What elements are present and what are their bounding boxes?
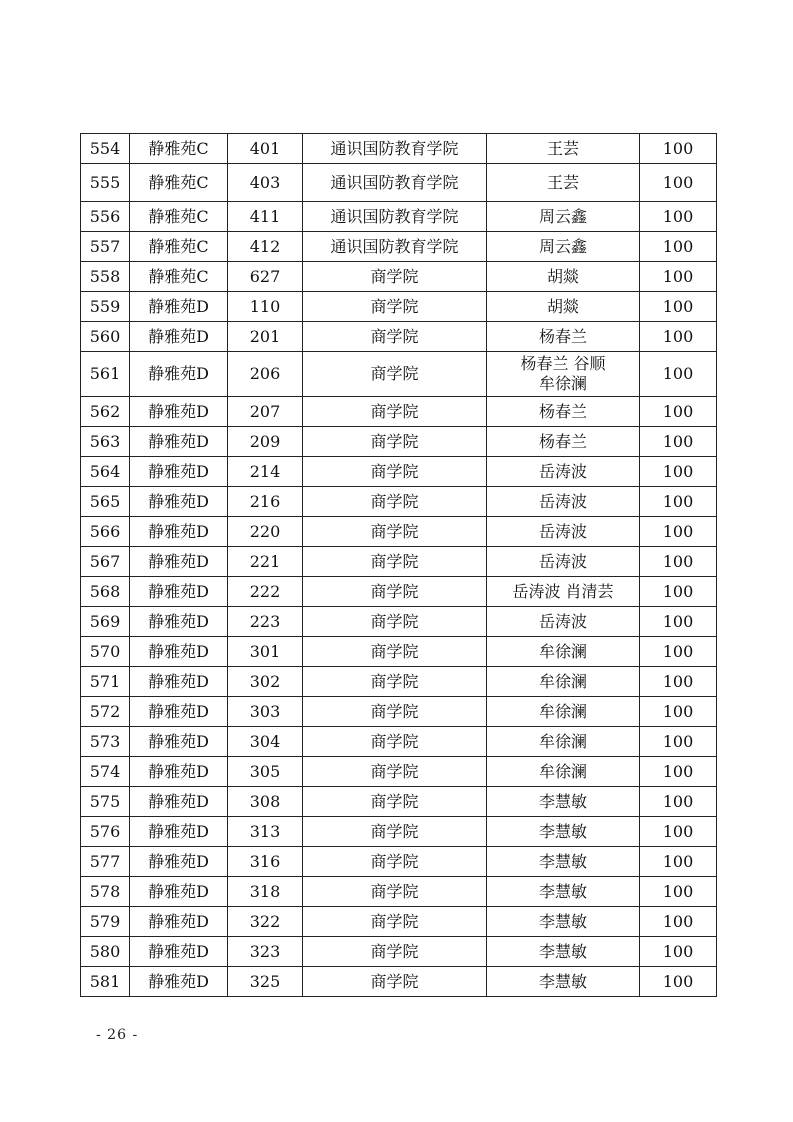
score-cell: 100: [640, 487, 717, 517]
score-cell: 100: [640, 727, 717, 757]
room-cell: 308: [228, 787, 303, 817]
table-row: [81, 487, 717, 517]
table-row: [81, 577, 717, 607]
college-cell: 商学院: [303, 427, 487, 457]
names-cell: [487, 667, 640, 697]
name-line: 牟徐澜: [538, 731, 587, 751]
name-line: 李慧敏: [538, 851, 587, 871]
names-cell: [487, 457, 640, 487]
room-cell: 303: [228, 697, 303, 727]
names-cell: [487, 322, 640, 352]
room-cell: 412: [228, 232, 303, 262]
row-number-cell: 566: [81, 517, 130, 547]
names-cell: [487, 547, 640, 577]
row-number-cell: 581: [81, 967, 130, 997]
college-cell: 商学院: [303, 937, 487, 967]
building-cell: 静雅苑D: [130, 547, 228, 577]
room-cell: 209: [228, 427, 303, 457]
name-line: 李慧敏: [538, 881, 587, 901]
table-row: [81, 607, 717, 637]
row-number-cell: 554: [81, 134, 130, 164]
dormitory-score-table: [80, 133, 717, 997]
names-cell: [487, 607, 640, 637]
college-cell: 商学院: [303, 262, 487, 292]
score-cell: 100: [640, 817, 717, 847]
names-cell: [487, 427, 640, 457]
score-cell: 100: [640, 787, 717, 817]
building-cell: 静雅苑D: [130, 907, 228, 937]
table-row: [81, 202, 717, 232]
row-number-cell: 556: [81, 202, 130, 232]
names-cell: [487, 907, 640, 937]
college-cell: 通识国防教育学院: [303, 232, 487, 262]
building-cell: 静雅苑D: [130, 817, 228, 847]
room-cell: 207: [228, 397, 303, 427]
room-cell: 322: [228, 907, 303, 937]
row-number-cell: 577: [81, 847, 130, 877]
row-number-cell: 558: [81, 262, 130, 292]
college-cell: 商学院: [303, 847, 487, 877]
table-row: [81, 967, 717, 997]
college-cell: 商学院: [303, 757, 487, 787]
name-line: 李慧敏: [538, 821, 587, 841]
names-cell: [487, 292, 640, 322]
score-cell: 100: [640, 907, 717, 937]
table-row: [81, 232, 717, 262]
names-cell: [487, 637, 640, 667]
names-cell: [487, 817, 640, 847]
college-cell: 商学院: [303, 967, 487, 997]
college-cell: 商学院: [303, 322, 487, 352]
table-row: [81, 397, 717, 427]
room-cell: 318: [228, 877, 303, 907]
name-line: 王芸: [546, 172, 579, 192]
table-row: [81, 352, 717, 397]
college-cell: 通识国防教育学院: [303, 164, 487, 202]
row-number-cell: 569: [81, 607, 130, 637]
building-cell: 静雅苑D: [130, 667, 228, 697]
room-cell: 222: [228, 577, 303, 607]
names-cell: [487, 697, 640, 727]
college-cell: 商学院: [303, 877, 487, 907]
score-cell: 100: [640, 202, 717, 232]
row-number-cell: 568: [81, 577, 130, 607]
table-row: [81, 907, 717, 937]
name-line: 牟徐澜: [538, 374, 587, 393]
table-row: [81, 667, 717, 697]
college-cell: 通识国防教育学院: [303, 134, 487, 164]
names-cell: [487, 937, 640, 967]
names-cell: [487, 847, 640, 877]
table-row: [81, 322, 717, 352]
college-cell: 商学院: [303, 607, 487, 637]
name-line: 李慧敏: [538, 971, 587, 991]
row-number-cell: 573: [81, 727, 130, 757]
names-cell: [487, 577, 640, 607]
name-line: 杨春兰: [538, 326, 587, 346]
room-cell: 201: [228, 322, 303, 352]
name-line: 李慧敏: [538, 941, 587, 961]
score-cell: 100: [640, 637, 717, 667]
name-line: 岳涛波: [538, 551, 587, 571]
college-cell: 商学院: [303, 667, 487, 697]
names-cell: [487, 877, 640, 907]
row-number-cell: 571: [81, 667, 130, 697]
name-line: 牟徐澜: [538, 701, 587, 721]
name-line: 周云鑫: [538, 236, 587, 256]
building-cell: 静雅苑D: [130, 967, 228, 997]
room-cell: 302: [228, 667, 303, 697]
college-cell: 商学院: [303, 457, 487, 487]
score-cell: 100: [640, 877, 717, 907]
table-row: [81, 697, 717, 727]
room-cell: 304: [228, 727, 303, 757]
college-cell: 商学院: [303, 487, 487, 517]
score-cell: 100: [640, 292, 717, 322]
name-line: 杨春兰: [538, 431, 587, 451]
score-cell: 100: [640, 697, 717, 727]
name-line: 李慧敏: [538, 791, 587, 811]
row-number-cell: 576: [81, 817, 130, 847]
name-line: 李慧敏: [538, 911, 587, 931]
table-row: [81, 787, 717, 817]
names-cell: [487, 487, 640, 517]
room-cell: 301: [228, 637, 303, 667]
room-cell: 401: [228, 134, 303, 164]
score-cell: 100: [640, 967, 717, 997]
row-number-cell: 561: [81, 352, 130, 397]
score-cell: 100: [640, 232, 717, 262]
table-row: [81, 164, 717, 202]
room-cell: 323: [228, 937, 303, 967]
building-cell: 静雅苑D: [130, 847, 228, 877]
building-cell: 静雅苑C: [130, 262, 228, 292]
score-cell: 100: [640, 847, 717, 877]
name-line: 岳涛波: [538, 491, 587, 511]
room-cell: 110: [228, 292, 303, 322]
room-cell: 411: [228, 202, 303, 232]
name-line: 岳涛波 肖清芸: [512, 581, 614, 601]
building-cell: 静雅苑D: [130, 397, 228, 427]
room-cell: 223: [228, 607, 303, 637]
building-cell: 静雅苑D: [130, 487, 228, 517]
building-cell: 静雅苑D: [130, 607, 228, 637]
room-cell: 220: [228, 517, 303, 547]
score-cell: 100: [640, 262, 717, 292]
name-line: 岳涛波: [538, 461, 587, 481]
table-row: [81, 457, 717, 487]
room-cell: 403: [228, 164, 303, 202]
table-row: [81, 547, 717, 577]
score-cell: 100: [640, 757, 717, 787]
college-cell: 商学院: [303, 817, 487, 847]
name-line: 王芸: [546, 138, 579, 158]
college-cell: 商学院: [303, 787, 487, 817]
building-cell: 静雅苑C: [130, 202, 228, 232]
names-cell: [487, 232, 640, 262]
row-number-cell: 555: [81, 164, 130, 202]
building-cell: 静雅苑D: [130, 637, 228, 667]
row-number-cell: 572: [81, 697, 130, 727]
college-cell: 商学院: [303, 637, 487, 667]
row-number-cell: 578: [81, 877, 130, 907]
score-cell: 100: [640, 397, 717, 427]
room-cell: 313: [228, 817, 303, 847]
building-cell: 静雅苑C: [130, 164, 228, 202]
building-cell: 静雅苑D: [130, 877, 228, 907]
names-cell: [487, 397, 640, 427]
table-row: [81, 517, 717, 547]
names-cell: [487, 202, 640, 232]
score-cell: 100: [640, 427, 717, 457]
names-cell: [487, 134, 640, 164]
names-cell: [487, 757, 640, 787]
score-cell: 100: [640, 547, 717, 577]
score-cell: 100: [640, 667, 717, 697]
name-line: 牟徐澜: [538, 761, 587, 781]
table-row: [81, 292, 717, 322]
row-number-cell: 559: [81, 292, 130, 322]
row-number-cell: 574: [81, 757, 130, 787]
row-number-cell: 567: [81, 547, 130, 577]
room-cell: 206: [228, 352, 303, 397]
building-cell: 静雅苑D: [130, 937, 228, 967]
room-cell: 216: [228, 487, 303, 517]
row-number-cell: 562: [81, 397, 130, 427]
name-line: 周云鑫: [538, 206, 587, 226]
table-row: [81, 877, 717, 907]
college-cell: 通识国防教育学院: [303, 202, 487, 232]
score-cell: 100: [640, 134, 717, 164]
row-number-cell: 560: [81, 322, 130, 352]
college-cell: 商学院: [303, 577, 487, 607]
row-number-cell: 557: [81, 232, 130, 262]
score-cell: 100: [640, 164, 717, 202]
row-number-cell: 563: [81, 427, 130, 457]
row-number-cell: 564: [81, 457, 130, 487]
room-cell: 214: [228, 457, 303, 487]
names-cell: [487, 727, 640, 757]
table-row: [81, 134, 717, 164]
building-cell: 静雅苑D: [130, 517, 228, 547]
table-row: [81, 727, 717, 757]
names-cell: [487, 352, 640, 397]
names-cell: [487, 517, 640, 547]
row-number-cell: 579: [81, 907, 130, 937]
table-body: [81, 134, 717, 997]
college-cell: 商学院: [303, 907, 487, 937]
college-cell: 商学院: [303, 547, 487, 577]
score-cell: 100: [640, 352, 717, 397]
building-cell: 静雅苑D: [130, 427, 228, 457]
college-cell: 商学院: [303, 697, 487, 727]
score-cell: 100: [640, 577, 717, 607]
names-cell: [487, 967, 640, 997]
name-line: 胡燚: [546, 296, 579, 316]
row-number-cell: 575: [81, 787, 130, 817]
name-line: 杨春兰 谷顺: [520, 354, 606, 373]
table-row: [81, 637, 717, 667]
names-cell: [487, 262, 640, 292]
college-cell: 商学院: [303, 397, 487, 427]
names-cell: [487, 164, 640, 202]
name-line: 胡燚: [546, 266, 579, 286]
page-number: - 26 -: [96, 1027, 139, 1043]
row-number-cell: 570: [81, 637, 130, 667]
building-cell: 静雅苑D: [130, 787, 228, 817]
score-cell: 100: [640, 457, 717, 487]
score-cell: 100: [640, 607, 717, 637]
room-cell: 325: [228, 967, 303, 997]
table-row: [81, 937, 717, 967]
room-cell: 316: [228, 847, 303, 877]
name-line: 牟徐澜: [538, 671, 587, 691]
table-row: [81, 757, 717, 787]
name-line: 牟徐澜: [538, 641, 587, 661]
room-cell: 305: [228, 757, 303, 787]
name-line: 岳涛波: [538, 521, 587, 541]
building-cell: 静雅苑D: [130, 577, 228, 607]
score-cell: 100: [640, 517, 717, 547]
name-line: 岳涛波: [538, 611, 587, 631]
score-cell: 100: [640, 322, 717, 352]
building-cell: 静雅苑C: [130, 232, 228, 262]
college-cell: 商学院: [303, 352, 487, 397]
building-cell: 静雅苑D: [130, 322, 228, 352]
table-row: [81, 427, 717, 457]
building-cell: 静雅苑D: [130, 697, 228, 727]
row-number-cell: 580: [81, 937, 130, 967]
table-row: [81, 262, 717, 292]
table-row: [81, 847, 717, 877]
room-cell: 221: [228, 547, 303, 577]
building-cell: 静雅苑D: [130, 457, 228, 487]
building-cell: 静雅苑D: [130, 757, 228, 787]
row-number-cell: 565: [81, 487, 130, 517]
college-cell: 商学院: [303, 517, 487, 547]
college-cell: 商学院: [303, 292, 487, 322]
building-cell: 静雅苑D: [130, 292, 228, 322]
table-row: [81, 817, 717, 847]
score-cell: 100: [640, 937, 717, 967]
names-cell: [487, 787, 640, 817]
building-cell: 静雅苑C: [130, 134, 228, 164]
building-cell: 静雅苑D: [130, 352, 228, 397]
college-cell: 商学院: [303, 727, 487, 757]
room-cell: 627: [228, 262, 303, 292]
building-cell: 静雅苑D: [130, 727, 228, 757]
name-line: 杨春兰: [538, 401, 587, 421]
